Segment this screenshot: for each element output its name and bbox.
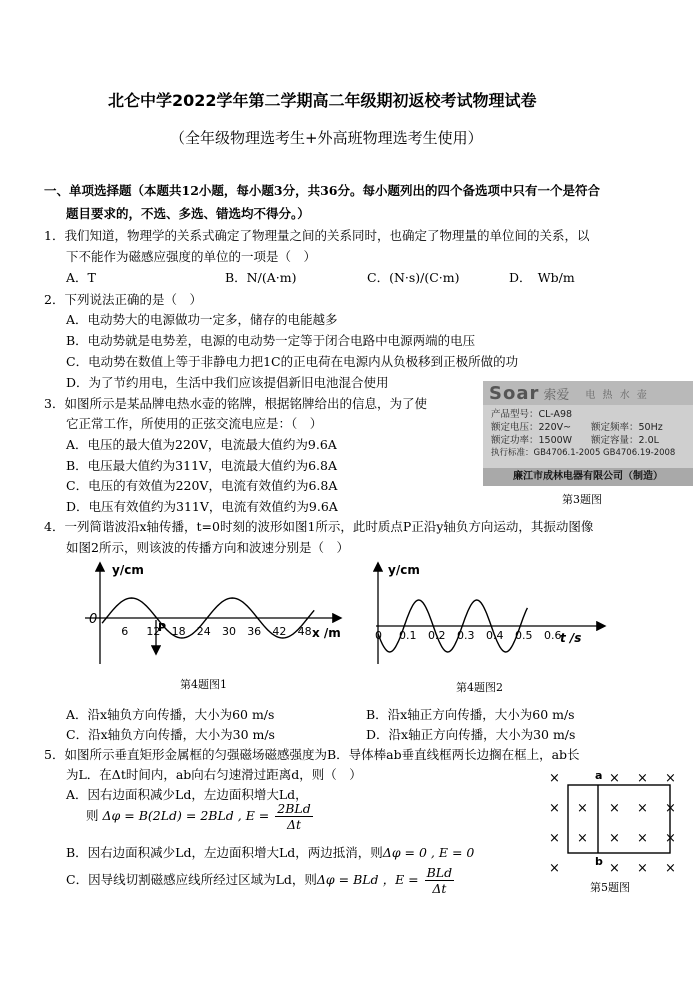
section-heading-line2: 题目要求的，不选、多选、错选均不得分。） [66, 206, 310, 221]
q5-label-b: b [595, 855, 603, 868]
fig1-ylabel: y/cm [112, 563, 144, 577]
nameplate-model: 产品型号：CL-A98 [491, 409, 573, 420]
magnetic-field-cross-icon: × [609, 831, 620, 846]
q4-vibration-figure [372, 558, 612, 668]
q5-figure-caption: 第5题图 [590, 881, 630, 894]
magnetic-field-cross-icon: × [549, 771, 560, 786]
magnetic-field-cross-icon: × [609, 801, 620, 816]
q5-a-denominator: Δt [286, 817, 302, 832]
nameplate-standard: 执行标准：GB4706.1-2005 GB4706.19-2008 [491, 448, 676, 458]
q4-option-d: D．沿x轴正方向传播，大小为30 m/s [366, 727, 576, 742]
fig2-tick-label: 0.2 [428, 629, 446, 642]
q4-option-c: C．沿x轴负方向传播，大小为30 m/s [66, 727, 275, 742]
q5-c-eq1: Δφ = BLd [316, 872, 379, 887]
q3-option-d: D．电压有效值约为311V，电流有效值约为9.6A [66, 499, 338, 514]
q4-figure1-caption: 第4题图1 [180, 678, 227, 691]
q4-wave-figure [85, 558, 345, 668]
nameplate-type: 电 热 水 壶 [585, 389, 649, 401]
q5-label-a: a [595, 769, 603, 782]
q2-option-b: B．电动势就是电势差，电源的电动势一定等于闭合电路中电源两端的电压 [66, 333, 476, 348]
fig2-tick-label: 0.3 [457, 629, 475, 642]
fig2-tick-label: 0.4 [486, 629, 504, 642]
magnetic-field-cross-icon: × [637, 801, 648, 816]
magnetic-field-cross-icon: × [549, 801, 560, 816]
q2-option-c: C．电动势在数值上等于非静电力把1C的正电荷在电源内从负极移到正极所做的功 [66, 354, 519, 369]
q5-c-denominator: Δt [432, 881, 447, 896]
q5-c-fraction [425, 865, 455, 896]
magnetic-field-cross-icon: × [549, 831, 560, 846]
fig1-origin: 0 [89, 612, 98, 627]
page-subtitle: （全年级物理选考生+外高班物理选考生使用） [170, 129, 483, 147]
fig2-xlabel: t /s [560, 631, 582, 645]
q5-b-eq: Δφ = 0 , E = 0 [382, 845, 475, 860]
q5-c-text: C．因导线切割磁感应线所经过区域为Ld，则 [66, 872, 317, 887]
fig1-tick-label: 6 [121, 625, 129, 638]
nameplate-brand: Soar [489, 382, 540, 404]
q1-option-c: C．(N·s)/(C·m) [367, 270, 460, 285]
fig1-tick-label: 24 [196, 625, 211, 638]
q2-option-d: D．为了节约用电，生活中我们应该提倡新旧电池混合使用 [66, 375, 389, 390]
magnetic-field-cross-icon: × [549, 861, 560, 875]
q2-stem: 2．下列说法正确的是（ ） [44, 292, 202, 307]
q5-option-a-line1: A．因右边面积减少Ld，左边面积增大Ld， [66, 787, 308, 802]
q4-stem-line1: 4．一列简谐波沿x轴传播，t=0时刻的波形如图1所示，此时质点P正沿y轴负方向运动，其振动图像 [44, 519, 594, 534]
q5-option-c [66, 862, 456, 898]
fig1-tick-label: 36 [247, 625, 262, 638]
fig2-tick-label: 0.5 [515, 629, 533, 642]
q3-stem-line1: 3．如图所示是某品牌电热水壶的铭牌，根据铭牌给出的信息，为了使 [44, 396, 427, 411]
nameplate-maker: 廉江市成林电器有限公司（制造） [483, 468, 693, 486]
nameplate-voltage: 额定电压：220V~ [491, 422, 572, 433]
fig1-point-p: P [158, 621, 167, 634]
q1-option-b: B．N/(A·m) [225, 270, 297, 285]
q5-field-figure [546, 765, 686, 875]
fig2-tick-label: 0.6 [544, 629, 562, 642]
q5-a-prefix: 则 [86, 808, 99, 823]
q5-a-fraction [275, 801, 312, 832]
q4-stem-line2: 如图2所示，则该波的传播方向和波速分别是（ ） [66, 540, 349, 555]
fig1-tick-label: 18 [171, 625, 186, 638]
fig1-tick-label: 30 [222, 625, 236, 638]
nameplate-brand-cn: 索爱 [543, 387, 570, 403]
magnetic-field-cross-icon: × [637, 771, 648, 786]
nameplate-frequency: 额定频率：50Hz [591, 422, 663, 433]
q3-option-a: A．电压的最大值为220V，电流最大值约为9.6A [66, 437, 337, 452]
page-title: 北仑中学2022学年第二学期高二年级期初返校考试物理试卷 [108, 91, 537, 110]
fig1-tick-label: 48 [297, 625, 312, 638]
q4-option-a: A．沿x轴负方向传播，大小为60 m/s [66, 707, 275, 722]
magnetic-field-cross-icon: × [609, 771, 620, 786]
q5-c-numerator: BLd [426, 865, 453, 880]
q5-a-eq2: , E = [237, 808, 270, 823]
fig1-tick-label: 42 [272, 625, 287, 638]
q3-option-c: C．电压的有效值为220V，电流有效值约为6.8A [66, 478, 338, 493]
q4-option-b: B．沿x轴正方向传播，大小为60 m/s [366, 707, 575, 722]
kettle-nameplate-image [483, 381, 693, 486]
nameplate-power: 额定功率：1500W [491, 435, 573, 446]
magnetic-field-cross-icon: × [665, 801, 676, 816]
section-heading-line1: 一、单项选择题（本题共12小题，每小题3分，共36分。每小题列出的四个备选项中只有一个是符合 [44, 183, 600, 198]
magnetic-field-cross-icon: × [637, 831, 648, 846]
q5-option-a-line2 [86, 800, 315, 832]
q1-option-a: A．T [66, 270, 96, 285]
q5-stem-line2: 为L．在Δt时间内，ab向右匀速滑过距离d，则（ ） [66, 767, 362, 782]
q4-figure2-caption: 第4题图2 [456, 681, 503, 694]
q5-a-numerator: 2BLd [277, 801, 311, 816]
q3-figure-caption: 第3题图 [562, 493, 602, 506]
q5-a-eq1: Δφ = B(2Ld) = 2BLd [102, 808, 234, 823]
magnetic-field-cross-icon: × [665, 831, 676, 846]
magnetic-field-cross-icon: × [577, 801, 588, 816]
q3-option-b: B．电压最大值约为311V，电流最大值约为6.8A [66, 458, 337, 473]
fig2-tick-label: 0.1 [399, 629, 417, 642]
magnetic-field-cross-icon: × [665, 861, 676, 875]
q3-stem-line2: 它正常工作，所使用的正弦交流电应是：（ ） [66, 416, 323, 431]
magnetic-field-cross-icon: × [665, 771, 676, 786]
magnetic-field-cross-icon: × [609, 861, 620, 875]
q5-b-text: B．因右边面积减少Ld，左边面积增大Ld，两边抵消，则 [66, 845, 383, 860]
magnetic-field-cross-icon: × [577, 831, 588, 846]
fig2-ylabel: y/cm [388, 563, 420, 577]
nameplate-capacity: 额定容量：2.0L [591, 435, 659, 446]
fig2-origin: 0 [375, 629, 382, 642]
q2-option-a: A．电动势大的电源做功一定多，储存的电能越多 [66, 312, 338, 327]
fig1-xlabel: x /m [312, 626, 341, 640]
q1-stem-line2: 下不能作为磁感应强度的单位的一项是（ ） [66, 249, 317, 264]
q5-stem-line1: 5．如图所示垂直矩形金属框的匀强磁场磁感强度为B．导体棒ab垂直线框两长边搁在框上，ab长 [44, 747, 580, 762]
q5-c-eq2: ，E = [382, 872, 419, 887]
q5-option-b [66, 843, 474, 861]
q1-option-d: D． Wb/m [509, 270, 575, 285]
q1-stem-line1: 1．我们知道，物理学的关系式确定了物理量之间的关系同时，也确定了物理量的单位间的关系，以 [44, 228, 590, 243]
magnetic-field-cross-icon: × [637, 861, 648, 875]
fig1-tick-label: 12 [146, 625, 161, 638]
